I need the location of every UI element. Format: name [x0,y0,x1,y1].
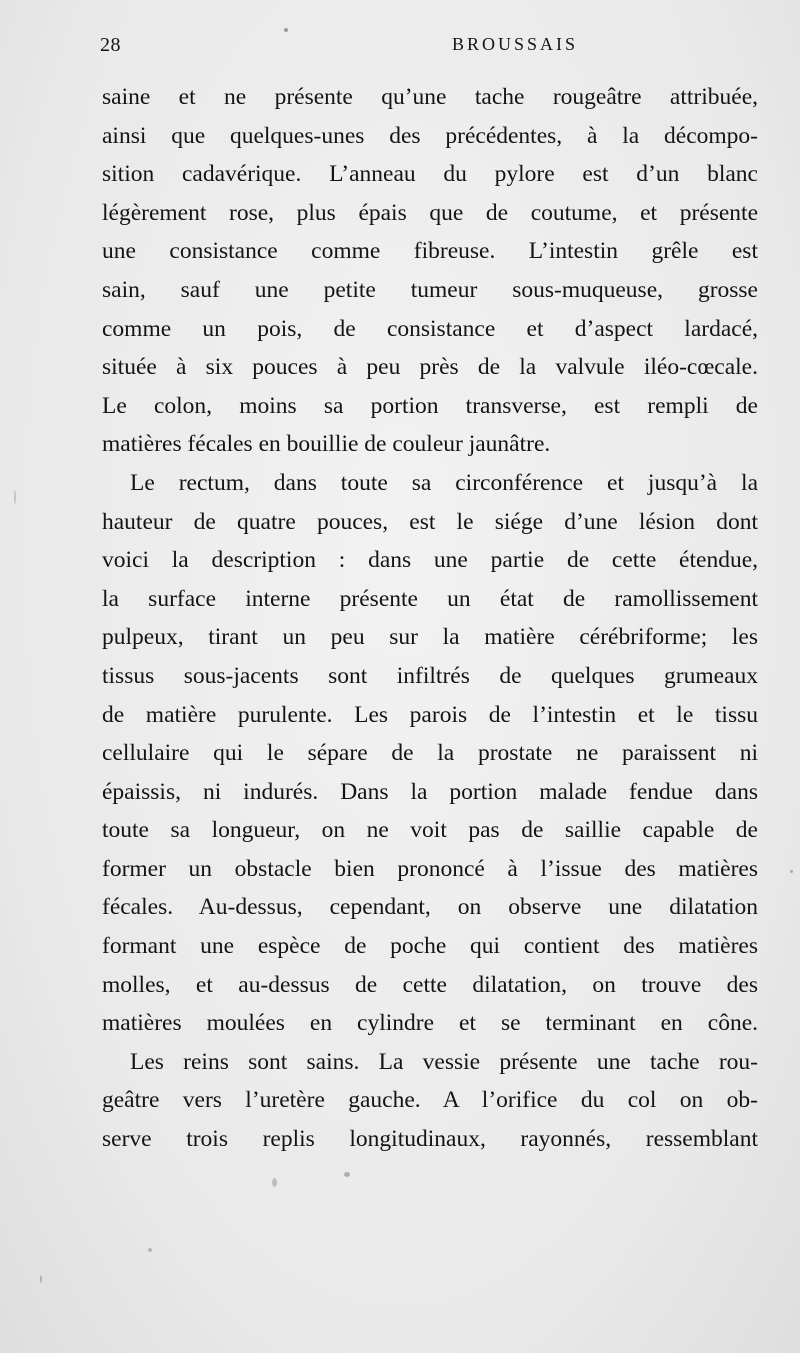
text-line: légèrement rose, plus épais que de coutume, et présente [102,199,758,226]
text-line: Les reins sont sains. La vessie présente une tache rou- [130,1048,758,1075]
text-line: comme un pois, de consistance et d’aspect lardacé, [102,315,758,342]
text-line: fécales. Au-dessus, cependant, on observe une dilatation [102,894,758,921]
text-line: pulpeux, tirant un peu sur la matière cérébriforme; les [102,624,758,651]
running-head [100,34,760,62]
text-line: serve trois replis longitudinaux, rayonnés, ressemblant [102,1126,758,1153]
body-text [102,78,758,1159]
text-line: sain, sauf une petite tumeur sous-muqueuse, grosse [102,276,758,303]
text-line: cellulaire qui le sépare de la prostate ne paraissent ni [102,740,758,767]
text-line: une consistance comme fibreuse. L’intestin grêle est [102,238,758,265]
text-line: sition cadavérique. L’anneau du pylore est d’un blanc [102,161,758,188]
text-line: la surface interne présente un état de ramollissement [102,585,758,612]
text-line: épaissis, ni indurés. Dans la portion malade fendue dans [102,778,758,805]
text-line: de matière purulente. Les parois de l’intestin et le tissu [102,701,758,728]
ink-speck [284,28,288,32]
text-line: matières moulées en cylindre et se terminant en cône. [102,1010,758,1037]
ink-speck [344,1172,350,1177]
ink-speck [40,1275,42,1283]
text-line: toute sa longueur, on ne voit pas de saillie capable de [102,817,758,844]
text-line: voici la description : dans une partie de cette étendue, [102,547,758,574]
text-line: molles, et au-dessus de cette dilatation, on trouve des [102,971,758,998]
page-number: 28 [100,34,121,56]
ink-speck [148,1248,152,1252]
text-line: formant une espèce de poche qui contient des matières [102,933,758,960]
text-line: Le rectum, dans toute sa circonférence et jusqu’à la [130,469,758,496]
text-line: geâtre vers l’uretère gauche. A l’orifice du col on ob- [102,1087,758,1114]
running-title: BROUSSAIS [452,34,579,54]
text-line: saine et ne présente qu’une tache rougeâtre attribuée, [102,84,758,110]
text-line: ainsi que quelques-unes des précédentes, à la décompo- [102,122,758,149]
text-line: matières fécales en bouillie de couleur jaunâtre. [102,431,551,458]
text-line: tissus sous-jacents sont infiltrés de quelques grumeaux [102,662,758,689]
ink-speck [790,870,793,873]
text-line: Le colon, moins sa portion transverse, est rempli de [102,392,758,419]
ink-speck [14,490,16,504]
text-line: située à six pouces à peu près de la valvule iléo-cœcale. [102,354,758,381]
ink-speck [272,1178,277,1187]
text-line: former un obstacle bien prononcé à l’issue des matières [102,855,758,882]
text-line: hauteur de quatre pouces, est le siége d’une lésion dont [102,508,758,535]
